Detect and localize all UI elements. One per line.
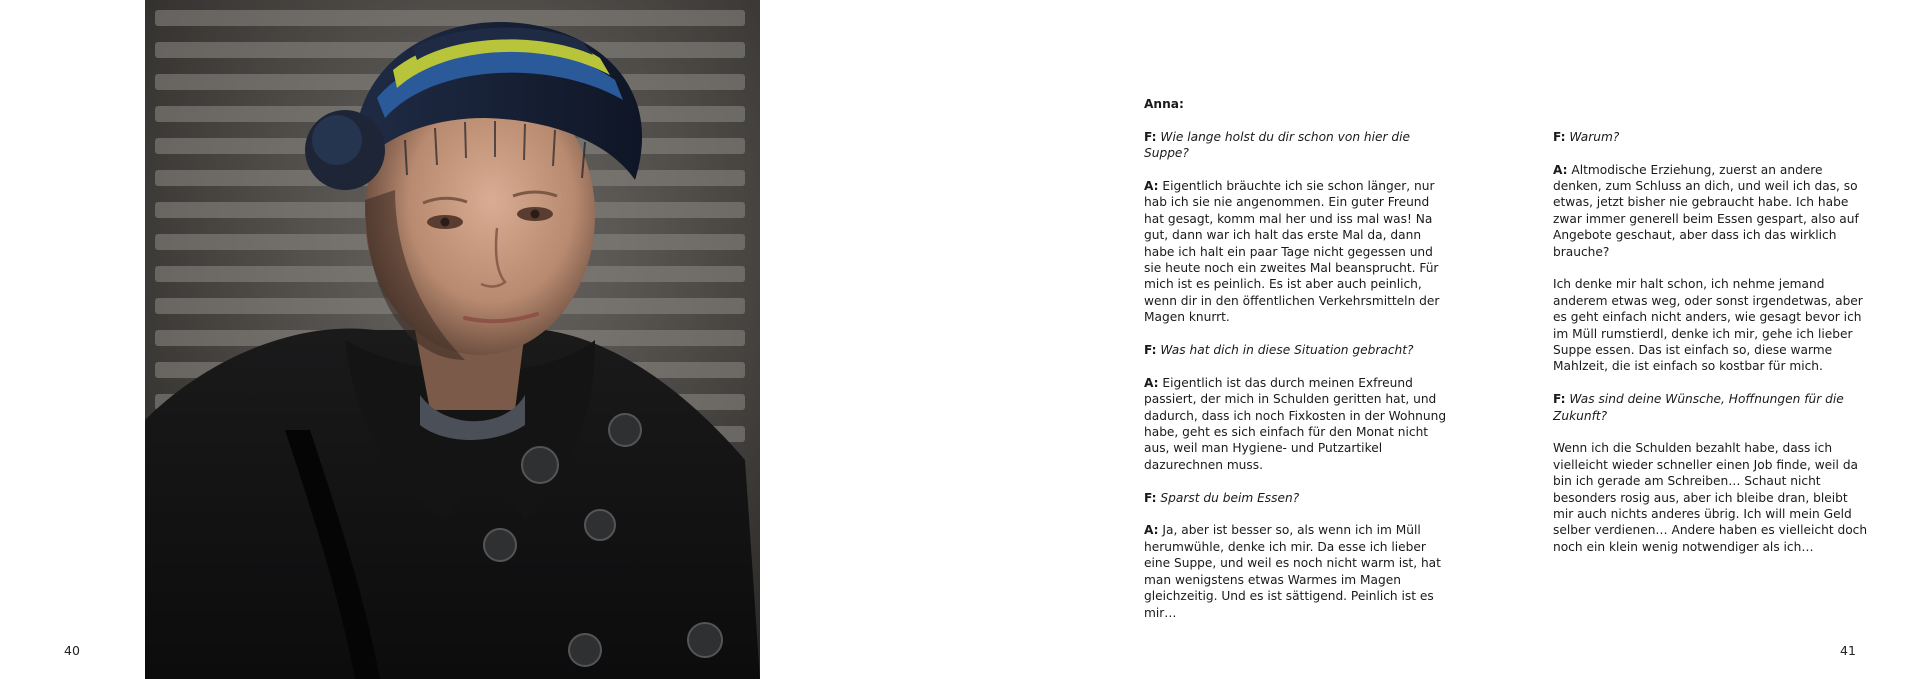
answer-2 [1144,375,1452,473]
page-number-right: 41 [1840,643,1856,658]
answer-text: Ja, aber ist besser so, als wenn ich im Müll herumwühle, denke ich mir. Da esse ich lieber eine Suppe, und weil es noch nicht warm ist, hat man wenigstens etwas Warmes im Magen gleichzeitig. Und es ist sättigend. Peinlich ist es mir… [1144,523,1441,620]
question-text: Wie lange holst du dir schon von hier die Suppe? [1144,129,1411,161]
answer-5: Wenn ich die Schulden bezahlt habe, dass ich vielleicht wieder schneller einen Job finde, weil da bin ich gerade am Schreiben… Schaut nicht besonders rosig aus, aber ich bleibe dran, bleibt mir auch nichts anderes übrig. Ich will mein Geld selber verdienen… Andere haben es vielleicht doch noch ein klein wenig notwendiger als ich… [1553,441,1868,554]
answer-text: Eigentlich bräuchte ich sie schon länger, nur hab ich sie nie angenommen. Ein guter Freund hat gesagt, komm mal her und iss mal was! Na gut, dann war ich halt das erste Mal da, dann habe ich halt ein paar Tage nicht gegessen und sie heute noch ein zweites Mal beansprucht. Für mich ist es peinlich. Es ist aber auch peinlich, wenn dir in den öffentlichen Verkehrsmitteln der Magen knurrt. [1144,179,1440,325]
answer-label: A: [1144,179,1159,193]
answer-text: Altmodische Erziehung, zuerst an andere denken, zum Schluss an dich, und weil ich das, so etwas, jetzt bisher nie gebraucht habe. Ich habe zwar immer generell beim Essen gespart, also auf Angebote geschaut, aber dass ich das wirklich brauche? [1553,162,1859,259]
text-column-right [1553,96,1871,572]
answer-4 [1553,162,1871,260]
portrait-photo [145,0,760,679]
speaker-label: Anna: [1144,97,1184,111]
portrait-illustration [145,0,760,679]
question-5 [1553,391,1871,424]
speaker-name [1144,96,1452,112]
text-column-left [1144,96,1452,637]
answer-label: A: [1144,523,1159,538]
question-2 [1144,342,1452,358]
question-1 [1144,129,1452,162]
answer-text: Eigentlich ist das durch meinen Exfreund passiert, der mich in Schulden geritten hat, und dadurch, dass ich noch Fixkosten in der Wohnung habe, geht es sich einfach für den Monat nicht aus, weil man Hygiene- und Putzartikel dazurechnen muss. [1144,375,1447,472]
question-label: F: [1553,129,1566,144]
question-3 [1144,490,1452,506]
question-text: Warum? [1569,129,1620,144]
answer-4-continued: Ich denke mir halt schon, ich nehme jemand anderem etwas weg, oder sonst irgendetwas, aber es geht einfach nicht anders, wie gesagt bevor ich im Müll rumstierdl, denke ich mir, gehe ich lieber Suppe essen. Das ist einfach so, diese warme Mahlzeit, die ist einfach so kostbar für mich. [1553,277,1863,374]
question-label: F: [1144,343,1157,358]
question-label: F: [1144,129,1157,144]
answer-label: A: [1553,162,1568,177]
question-text: Was sind deine Wünsche, Hoffnungen für die Zukunft? [1553,392,1844,423]
answer-label: A: [1144,375,1159,390]
answer-1 [1144,178,1452,326]
page-number-left: 40 [64,643,80,658]
question-text: Was hat dich in diese Situation gebracht? [1160,343,1414,358]
question-4 [1553,129,1871,145]
question-label: F: [1144,490,1157,505]
question-text: Sparst du beim Essen? [1160,490,1300,505]
question-label: F: [1553,392,1566,407]
answer-3 [1144,522,1452,620]
